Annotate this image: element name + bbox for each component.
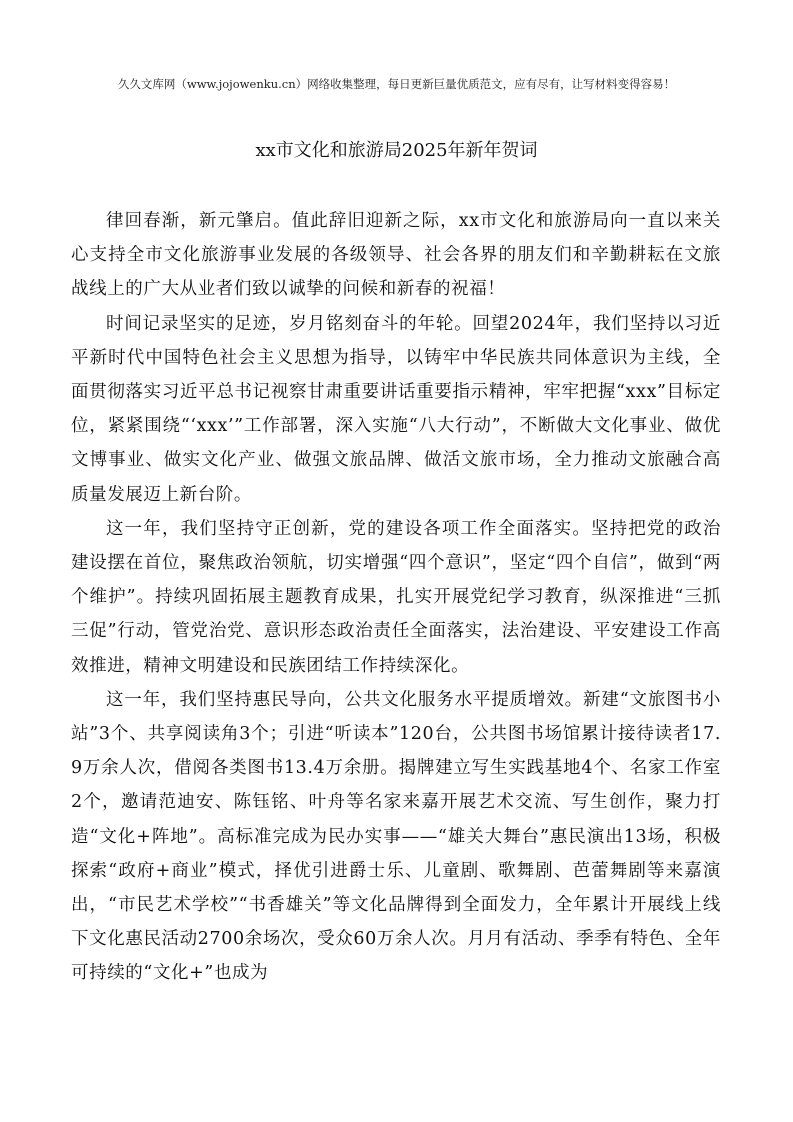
paragraph-greeting: 律回春渐，新元肇启。值此辞旧迎新之际，xx市文化和旅游局向一直以来关心支持全市文化旅游事业发展的各级领导、社会各界的朋友们和辛勤耕耘在文旅战线上的广大从业者们致以诚挚的问候和新春的祝福！ — [71, 211, 721, 300]
site-header-notice: 久久文库网（www.jojowenku.cn）网络收集整理，每日更新巨量优质范文，应有尽有，让写材料变得容易！ — [117, 77, 676, 91]
paragraph-party-building: 这一年，我们坚持守正创新，党的建设各项工作全面落实。坚持把党的政治建设摆在首位，聚焦政治领航，切实增强“四个意识”，坚定“四个自信”，做到“两个维护”。持续巩固拓展主题教育成果，扎实开展党纪学习教育，纵深推进“三抓三促”行动，管党治党、意识形态政治责任全面落实，法治建设、平安建设工作高效推进，精神文明建设和民族团结工作持续深化。 — [71, 518, 721, 676]
document-title: xx市文化和旅游局2025年新年贺词 — [255, 140, 538, 161]
document-body — [71, 204, 721, 991]
paragraph-public-culture: 这一年，我们坚持惠民导向，公共文化服务水平提质增效。新建“文旅图书小站”3个、共享阅读角3个；引进“听读本”120台，公共图书场馆累计接待读者17.9万余人次，借阅各类图书13.4万余册。揭牌建立写生实践基地4个、名家工作室2个，邀请范迪安、陈钰铭、叶舟等名家来嘉开展艺术交流、写生创作，聚力打造“文化+阵地”。高标准完成为民办实事——“雄关大舞台”惠民演出13场，积极探索“政府+商业”模式，择优引进爵士乐、儿童剧、歌舞剧、芭蕾舞剧等来嘉演出，“市民艺术学校”“书香雄关”等文化品牌得到全面发力，全年累计开展线上线下文化惠民活动2700余场次，受众60万余人次。月月有活动、季季有特色、全年可持续的“文化+”也成为 — [71, 689, 721, 984]
paragraph-review-2024: 时间记录坚实的足迹，岁月铭刻奋斗的年轮。回望2024年，我们坚持以习近平新时代中国特色社会主义思想为指导，以铸牢中华民族共同体意识为主线，全面贯彻落实习近平总书记视察甘肃重要讲话重要指示精神，牢牢把握“xxx”目标定位，紧紧围绕“‘xxx’”工作部署，深入实施“八大行动”，不断做大文化事业、做优文博事业、做实文化产业、做强文旅品牌、做活文旅市场，全力推动文旅融合高质量发展迈上新台阶。 — [71, 313, 721, 505]
